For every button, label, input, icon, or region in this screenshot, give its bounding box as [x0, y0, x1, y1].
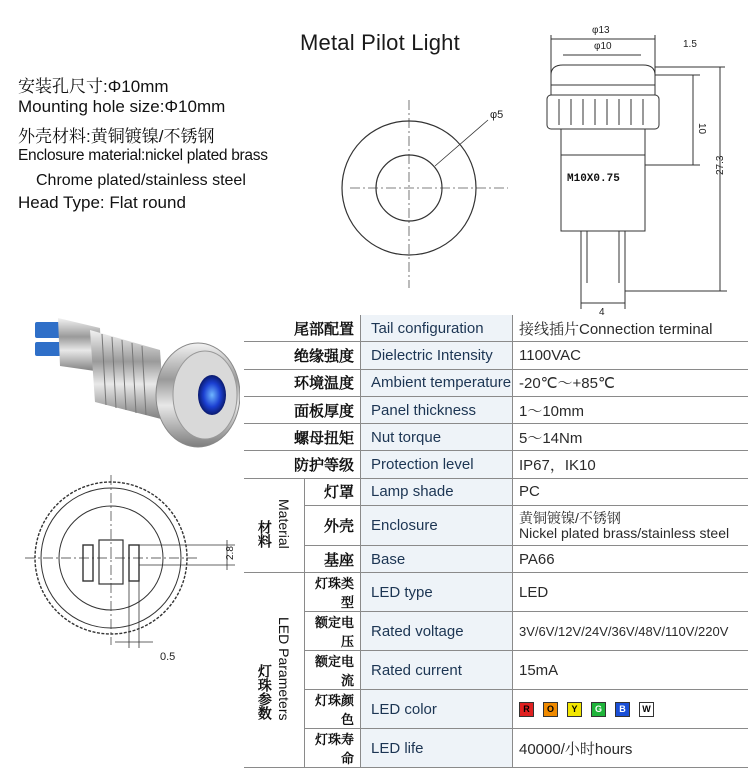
row-value: 15mA	[513, 651, 749, 690]
row-label-cn: 螺母扭矩	[244, 424, 361, 451]
row-value: 接线插片Connection terminal	[513, 315, 749, 342]
spec-material-en: Enclosure material:nickel plated brass	[18, 147, 268, 164]
row-label-cn: 面板厚度	[244, 396, 361, 423]
row-label-cn: 额定电压	[305, 612, 361, 651]
page-title: Metal Pilot Light	[300, 30, 460, 55]
led-color-swatch: R	[519, 702, 534, 717]
row-label-en: LED type	[361, 573, 513, 612]
led-group-cn: 灯珠参数	[256, 664, 273, 721]
side-view-drawing	[535, 15, 745, 315]
row-value: LED	[513, 573, 749, 612]
row-label-en: Ambient temperature	[361, 369, 513, 396]
dim-2-8: 2.8	[225, 546, 236, 560]
row-value: -20℃～+85℃	[513, 369, 749, 396]
material-group-label	[244, 478, 305, 573]
row-value: 3V/6V/12V/24V/36V/48V/110V/220V	[513, 612, 749, 651]
row-label-en: Nut torque	[361, 424, 513, 451]
row-label-cn: 基座	[305, 546, 361, 573]
bottom-view-drawing	[15, 470, 243, 670]
enclosure-value-en: Nickel plated brass/stainless steel	[519, 524, 730, 541]
product-photo	[20, 310, 240, 455]
table-row	[244, 612, 748, 651]
row-value: 1100VAC	[513, 342, 749, 369]
row-label-cn: 尾部配置	[244, 315, 361, 342]
row-label-en: Enclosure	[361, 506, 513, 546]
table-row	[244, 396, 748, 423]
dim-phi10: φ10	[594, 41, 612, 52]
spec-material-en-2: Chrome plated/stainless steel	[36, 172, 246, 189]
dim-phi5: φ5	[490, 109, 504, 121]
row-label-cn: 环境温度	[244, 369, 361, 396]
led-group-en: LED Parameters	[276, 616, 293, 721]
row-label-cn: 外壳	[305, 506, 361, 546]
row-label-cn: 灯珠类型	[305, 573, 361, 612]
led-color-swatch: Y	[567, 702, 582, 717]
row-value: PA66	[513, 546, 749, 573]
table-row	[244, 369, 748, 396]
row-value: 1～10mm	[513, 396, 749, 423]
row-label-cn: 灯珠寿命	[305, 729, 361, 768]
row-label-en: Protection level	[361, 451, 513, 478]
row-label-en: Rated voltage	[361, 612, 513, 651]
row-label-en: LED life	[361, 729, 513, 768]
dim-phi13: φ13	[592, 25, 610, 36]
row-value: 40000/小时hours	[513, 729, 749, 768]
row-label-en: Base	[361, 546, 513, 573]
spec-material-cn: 外壳材料:黄铜镀镍/不锈钢	[18, 127, 215, 146]
led-color-swatch: G	[591, 702, 606, 717]
row-label-en: Panel thickness	[361, 396, 513, 423]
row-value: IP67，IK10	[513, 451, 749, 478]
table-row	[244, 729, 748, 768]
spec-head-type: Head Type: Flat round	[18, 193, 186, 212]
led-color-swatches	[513, 690, 749, 729]
row-value: PC	[513, 478, 749, 505]
row-label-en: Dielectric Intensity	[361, 342, 513, 369]
spec-table	[244, 315, 748, 768]
spec-hole-size-cn: 安装孔尺寸:Φ10mm	[18, 77, 169, 96]
dim-10: 10	[696, 123, 707, 135]
dim-4: 4	[599, 307, 605, 315]
dim-0-5: 0.5	[160, 651, 176, 663]
table-row	[244, 651, 748, 690]
row-label-cn: 额定电流	[305, 651, 361, 690]
led-group-label	[244, 573, 305, 768]
row-label-en: LED color	[361, 690, 513, 729]
spec-hole-size-en: Mounting hole size:Φ10mm	[18, 97, 226, 116]
row-label-en: Tail configuration	[361, 315, 513, 342]
dim-27-3: 27.3	[715, 155, 726, 175]
row-label-cn: 灯珠颜色	[305, 690, 361, 729]
table-row	[244, 690, 748, 729]
table-row	[244, 424, 748, 451]
led-color-swatch: W	[639, 702, 654, 717]
table-row	[244, 573, 748, 612]
material-group-en: Material	[276, 498, 293, 549]
row-value: 5～14Nm	[513, 424, 749, 451]
material-group-cn: 材料	[256, 520, 273, 549]
row-label-cn: 灯罩	[305, 478, 361, 505]
row-label-cn: 绝缘强度	[244, 342, 361, 369]
enclosure-value-cn: 黄铜镀镍/不锈钢	[519, 509, 621, 526]
table-row	[244, 478, 748, 505]
row-value	[513, 506, 749, 546]
row-label-en: Lamp shade	[361, 478, 513, 505]
table-row	[244, 315, 748, 342]
led-color-swatch: B	[615, 702, 630, 717]
row-label-cn: 防护等级	[244, 451, 361, 478]
row-label-en: Rated current	[361, 651, 513, 690]
table-row	[244, 342, 748, 369]
led-color-swatch: O	[543, 702, 558, 717]
table-row	[244, 506, 748, 546]
dim-1-5: 1.5	[683, 39, 697, 50]
table-row	[244, 451, 748, 478]
thread-label: M10X0.75	[567, 173, 620, 185]
table-row	[244, 546, 748, 573]
front-view-drawing	[330, 90, 530, 290]
